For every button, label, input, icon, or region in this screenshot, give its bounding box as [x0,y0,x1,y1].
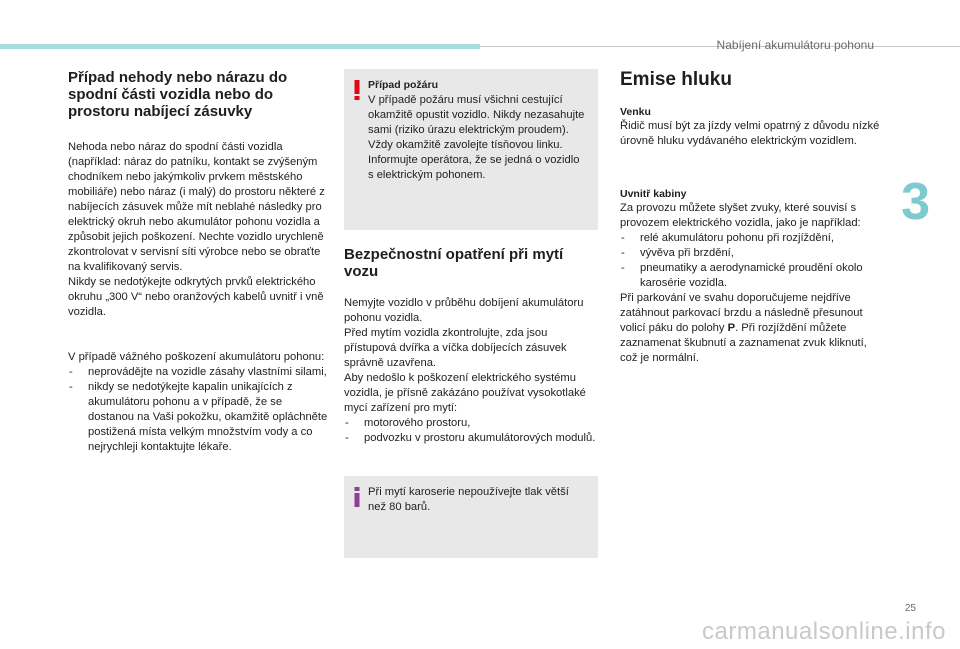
accident-paragraph-3: V případě vážného poškození akumulátoru pohonu: [68,351,325,363]
washing-paragraph-2: Před mytím vozidla zkontrolujte, zda jsou přístupová dvířka a víčka dobíjecích zásuvek správně uzavřena. [344,327,567,369]
outside-text: Řidič musí být za jízdy velmi opatrný z důvodu nízké úrovně hluku vydávaného elektrickým vozidlem. [620,120,880,147]
washing-paragraph-3: Aby nedošlo k poškození elektrického systému vozidla, je přísně zakázáno používat vysokotlaké mycí zařízení pro mytí: [344,372,586,414]
header-title: Nabíjení akumulátoru pohonu [716,38,874,52]
pressure-info-text: Při mytí karoserie nepoužívejte tlak větší než 80 barů. [368,486,569,513]
accident-heading: Případ nehody nebo nárazu do spodní části vozidla nebo do prostoru nabíjecí zásuvky [68,69,288,120]
noise-heading: Emise hluku [620,69,732,90]
info-icon [350,486,364,508]
accident-list [68,365,330,455]
inside-text: Za provozu můžete slyšet zvuky, které souvisí s provozem elektrického vozidla, jako je například: [620,202,861,229]
list-item: - motorového prostoru, [344,416,598,431]
pressure-info-box [344,476,598,558]
column-accident [68,69,330,455]
accident-paragraph-2: Nikdy se nedotýkejte odkrytých prvků elektrického okruhu „300 V“ nebo oranžových kabelů uvnitř i vně vozidla. [68,276,324,318]
parking-text-start: Při parkování ve svahu doporučujeme nejdříve zatáhnout parkovací brzdu a následně přesunout volicí páku do polohy [620,292,863,334]
list-item: - relé akumulátoru pohonu při rozjíždění, [620,231,882,246]
accident-paragraph-1: Nehoda nebo náraz do spodní části vozidla (například: náraz do patníku, kontakt se zvýšeným chodníkem nebo jakýmkoliv prvkem městského mobiliáře) nebo náraz (i malý) do prostoru některé z nabíjecích zásuvek může mít neblahé následky pro elektrický okruh nebo akumulátor pohonu vozidla a způsobit jejich poškození. Nechte vozidlo urychleně zkontrolovat v servisní síti výrobce nebo se obraťte na kvalifikovaný servis. [68,141,325,273]
list-item: - vývěva při brzdění, [620,246,882,261]
fire-warning-box [344,69,598,230]
gear-position-p: P [727,322,736,334]
header-accent-bar [0,44,480,49]
parking-paragraph [620,291,882,366]
list-item: - nikdy se nedotýkejte kapalin unikajících z akumulátoru pohonu a v případě, že se dostanou na Vaši pokožku, okamžitě opláchněte postižená místa velkým množstvím vody a co nejrychleji kontaktujte lékaře. [68,380,330,455]
list-item: - neprovádějte na vozidle zásahy vlastními silami, [68,365,330,380]
column-washing [344,69,598,558]
chapter-number: 3 [901,173,930,231]
list-item: - pneumatiky a aerodynamické proudění okolo karosérie vozidla. [620,261,882,291]
parking-text-end: . Při rozjíždění můžete zaznamenat škubnutí a zaznamenat zvuk kliknutí, což je normální. [620,322,867,364]
inside-title: Uvnitř kabiny [620,188,687,200]
outside-title: Venku [620,106,651,118]
washing-heading: Bezpečnostní opatření při mytí vozu [344,246,564,280]
column-noise [620,69,882,366]
noise-list [620,231,882,291]
page-number: 25 [904,603,916,614]
washing-list [344,416,598,446]
fire-warning-title: Případ požáru [368,79,439,91]
watermark: carmanualsonline.info [702,618,946,645]
washing-paragraph-1: Nemyjte vozidlo v průběhu dobíjení akumulátoru pohonu vozidla. [344,297,584,324]
list-item: - podvozku v prostoru akumulátorových modulů. [344,431,598,446]
fire-warning-text: V případě požáru musí všichni cestující okamžitě opustit vozidlo. Nikdy nezasahujte sami (riziko úrazu elektrickým proudem). Vždy okamžitě zavolejte tísňovou linku. Informujte operátora, že se jedná o vozidlo s elektrickým pohonem. [368,94,585,181]
warning-exclamation-icon [350,79,364,101]
